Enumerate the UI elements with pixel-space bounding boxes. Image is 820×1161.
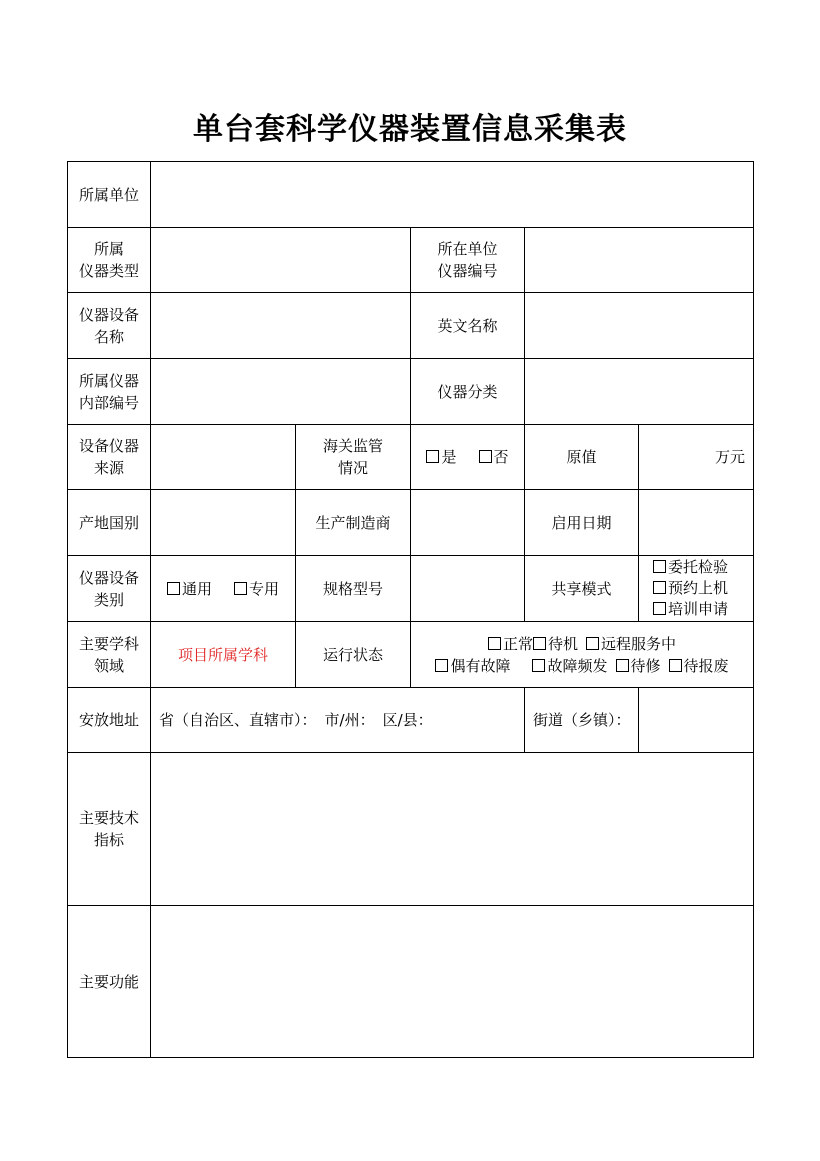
customs-yes-label: 是 — [441, 448, 457, 466]
original-value-label: 原值 — [525, 425, 639, 490]
internal-number-label-line1: 所属仪器 — [78, 371, 139, 390]
unit-field[interactable] — [151, 162, 754, 228]
instrument-type-label-line1: 仪器设备 — [78, 568, 139, 587]
row-tech-specs — [68, 753, 754, 906]
customs-no-label: 否 — [493, 448, 509, 466]
internal-number-field[interactable] — [151, 359, 411, 425]
customs-label-line2: 情况 — [337, 459, 368, 477]
address-province: 省（自治区、直辖市）： — [159, 711, 317, 729]
street-label: 街道（乡镇）： — [525, 688, 639, 753]
instrument-name-label-line1: 仪器设备 — [78, 305, 139, 324]
status-occasional-option[interactable] — [435, 657, 510, 675]
checkbox-icon[interactable] — [653, 560, 666, 573]
internal-number-label-line2: 内部编号 — [78, 393, 139, 412]
row-type — [68, 556, 754, 622]
instrument-name-field[interactable] — [151, 293, 411, 359]
start-date-field[interactable] — [639, 490, 754, 556]
share-mode-label: 共享模式 — [525, 556, 639, 622]
category-field[interactable] — [151, 228, 411, 293]
discipline-label-line2: 领域 — [93, 656, 124, 675]
status-frequent-option[interactable] — [532, 657, 607, 675]
run-status-label: 运行状态 — [296, 622, 411, 688]
unit-number-label-line1: 所在单位 — [437, 240, 498, 258]
instrument-type-options — [151, 556, 296, 622]
status-standby-label: 待机 — [548, 634, 579, 653]
source-label-line1: 设备仪器 — [78, 437, 139, 455]
checkbox-icon[interactable] — [669, 659, 682, 672]
checkbox-icon[interactable] — [586, 637, 599, 650]
model-label: 规格型号 — [296, 556, 411, 622]
manufacturer-field[interactable] — [411, 490, 525, 556]
customs-label-line1: 海关监管 — [322, 437, 383, 455]
english-name-field[interactable] — [525, 293, 754, 359]
status-remote-option[interactable] — [586, 635, 676, 653]
instrument-name-label — [68, 293, 151, 359]
category-label-line1: 所属 — [93, 240, 124, 258]
row-internal-number — [68, 359, 754, 425]
model-field[interactable] — [411, 556, 525, 622]
origin-country-label: 产地国别 — [68, 490, 151, 556]
internal-number-label — [68, 359, 151, 425]
customs-no-option[interactable] — [479, 448, 509, 466]
status-normal-option[interactable] — [488, 635, 533, 653]
category-label-line2: 仪器类型 — [78, 262, 139, 280]
status-repair-option[interactable] — [616, 657, 661, 675]
row-discipline — [68, 622, 754, 688]
row-functions — [68, 906, 754, 1058]
discipline-label — [68, 622, 151, 688]
checkbox-icon[interactable] — [167, 582, 180, 595]
share-train-label: 培训申请 — [668, 600, 729, 618]
source-field[interactable] — [151, 425, 296, 490]
row-address — [68, 688, 754, 753]
share-entrust-label: 委托检验 — [668, 558, 729, 576]
unit-number-label-line2: 仪器编号 — [437, 262, 498, 280]
classification-label: 仪器分类 — [411, 359, 525, 425]
functions-label: 主要功能 — [68, 906, 151, 1058]
status-standby-option[interactable] — [533, 635, 578, 653]
share-entrust-option[interactable] — [653, 557, 749, 578]
source-label-line2: 来源 — [93, 459, 124, 477]
address-district: 区/县： — [382, 711, 433, 729]
share-mode-options — [639, 556, 754, 622]
status-normal-label: 正常 — [502, 634, 533, 653]
share-reserve-label: 预约上机 — [668, 579, 729, 597]
tech-specs-label — [68, 753, 151, 906]
type-general-label: 通用 — [181, 579, 212, 598]
type-special-label: 专用 — [249, 579, 280, 598]
manufacturer-label: 生产制造商 — [296, 490, 411, 556]
classification-field[interactable] — [525, 359, 754, 425]
checkbox-icon[interactable] — [653, 602, 666, 615]
row-source — [68, 425, 754, 490]
info-form-table — [67, 161, 754, 1058]
type-general-option[interactable] — [167, 580, 212, 598]
tech-specs-field[interactable] — [151, 753, 754, 906]
unit-number-field[interactable] — [525, 228, 754, 293]
unit-label: 所属单位 — [68, 162, 151, 228]
original-value-unit: 万元 — [715, 448, 746, 466]
status-occasional-label: 偶有故障 — [450, 656, 511, 675]
start-date-label: 启用日期 — [525, 490, 639, 556]
address-label: 安放地址 — [68, 688, 151, 753]
tech-specs-label-line2: 指标 — [93, 831, 124, 849]
checkbox-icon[interactable] — [532, 659, 545, 672]
category-label — [68, 228, 151, 293]
instrument-type-label-line2: 类别 — [93, 590, 124, 609]
status-scrap-label: 待报废 — [683, 656, 729, 675]
checkbox-icon[interactable] — [616, 659, 629, 672]
customs-options — [411, 425, 525, 490]
run-status-options-line2 — [415, 655, 749, 677]
status-frequent-label: 故障频发 — [547, 656, 608, 675]
checkbox-icon[interactable] — [435, 659, 448, 672]
functions-field[interactable] — [151, 906, 754, 1058]
run-status-options-line1 — [415, 633, 749, 655]
customs-yes-option[interactable] — [426, 448, 456, 466]
share-reserve-option[interactable] — [653, 578, 749, 599]
row-name — [68, 293, 754, 359]
address-city: 市/州： — [324, 711, 375, 729]
source-label — [68, 425, 151, 490]
status-remote-label: 远程服务中 — [601, 634, 677, 653]
discipline-field[interactable]: 项目所属学科 — [151, 622, 296, 688]
checkbox-icon[interactable] — [533, 637, 546, 650]
checkbox-icon[interactable] — [488, 637, 501, 650]
status-scrap-option[interactable] — [669, 657, 729, 675]
run-status-options — [411, 622, 754, 688]
address-field[interactable] — [151, 688, 525, 753]
unit-number-label — [411, 228, 525, 293]
status-repair-label: 待修 — [630, 656, 661, 675]
customs-label — [296, 425, 411, 490]
checkbox-icon[interactable] — [653, 581, 666, 594]
original-value-field[interactable] — [639, 425, 754, 490]
checkbox-icon[interactable] — [479, 450, 492, 463]
share-train-option[interactable] — [653, 599, 749, 620]
checkbox-icon[interactable] — [234, 582, 247, 595]
instrument-type-label — [68, 556, 151, 622]
type-special-option[interactable] — [234, 580, 279, 598]
row-origin — [68, 490, 754, 556]
instrument-name-label-line2: 名称 — [93, 327, 124, 346]
row-category — [68, 228, 754, 293]
street-field[interactable] — [639, 688, 754, 753]
english-name-label: 英文名称 — [411, 293, 525, 359]
form-title: 单台套科学仪器装置信息采集表 — [193, 112, 627, 147]
origin-country-field[interactable] — [151, 490, 296, 556]
discipline-label-line1: 主要学科 — [78, 634, 139, 653]
checkbox-icon[interactable] — [426, 450, 439, 463]
tech-specs-label-line1: 主要技术 — [78, 809, 139, 827]
row-unit — [68, 162, 754, 228]
